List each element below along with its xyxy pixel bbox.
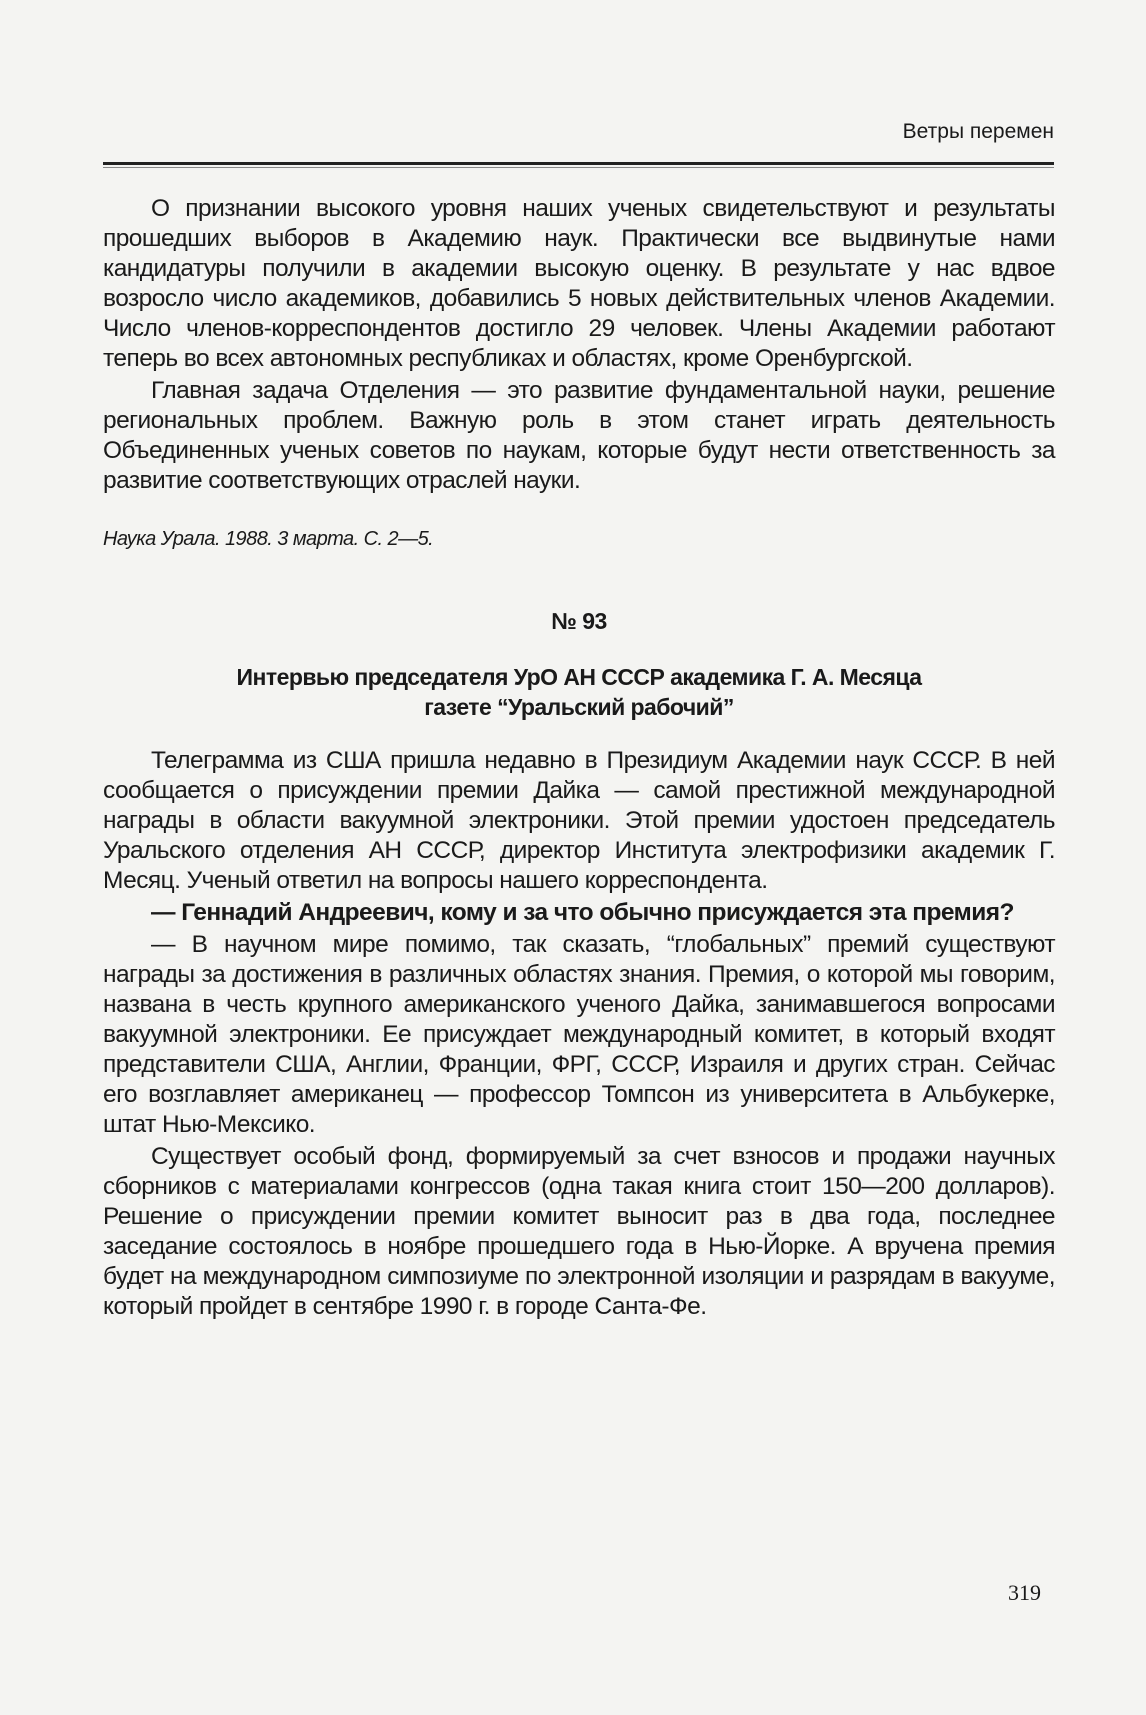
document-number: № 93 [551,608,607,634]
source-citation: Наука Урала. 1988. 3 марта. С. 2—5. [103,528,434,550]
paragraph: — В научном мире помимо, так сказать, “глобальных” премий существуют награды за достижения в различных областях знания. Премия, о которой мы говорим, названа в честь крупного американского ученого Дайка, занимавшегося вопросами вакуумной электроники. Ее присуждает международный комитет, в который входят представители США, Англии, Франции, ФРГ, СССР, Израиля и других стран. Сейчас его возглавляет американец — профессор Томпсон из университета в Альбукерке, штат Нью-Мексико. [103,931,1055,1138]
paragraph: Главная задача Отделения — это развитие фундаментальной науки, решение региональных проблем. Важную роль в этом станет играть деятельность Объединенных ученых советов по наукам, которые будут нести ответственность за развитие соответствующих отраслей науки. [103,377,1055,494]
header-rule [103,162,1054,165]
interview-question: — Геннадий Андреевич, кому и за что обычно присуждается эта премия? [151,899,1014,926]
paragraph: Существует особый фонд, формируемый за счет взносов и продажи научных сборников с материалами конгрессов (одна такая книга стоит 150—200 долларов). Решение о присуждении премии комитет выносит раз в два года, последнее заседание состоялось в ноябре прошедшего года в Нью-Йорке. А вручена премия будет на международном симпозиуме по электронной изоляции и разрядам в вакууме, который пройдет в сентябре 1990 г. в городе Санта-Фе. [103,1143,1055,1320]
page-number: 319 [1008,1580,1041,1605]
paragraph: Телеграмма из США пришла недавно в Президиум Академии наук СССР. В ней сообщается о присуждении премии Дайка — самой престижной международной награды в области вакуумной электроники. Этой премии удостоен председатель Уральского отделения АН СССР, директор Института электрофизики академик Г. Месяц. Ученый ответил на вопросы нашего корреспондента. [103,747,1055,894]
title-line: газете “Уральский рабочий” [424,694,734,720]
paragraph: О признании высокого уровня наших ученых свидетельствуют и результаты прошедших выборов в Академию наук. Практически все выдвинутые нами кандидатуры получили в академии высокую оценку. В результате у нас вдвое возросло число академиков, добавились 5 новых действительных членов Академии. Число членов-корреспондентов достигло 29 человек. Члены Академии работают теперь во всех автономных республиках и областях, кроме Оренбургской. [103,195,1055,372]
document-title [103,662,1055,722]
title-line: Интервью председателя УрО АН СССР академика Г. А. Месяца [236,664,922,690]
page-body [103,194,1055,1324]
header-rule-thin [103,167,1054,168]
running-header: Ветры перемен [902,120,1054,143]
